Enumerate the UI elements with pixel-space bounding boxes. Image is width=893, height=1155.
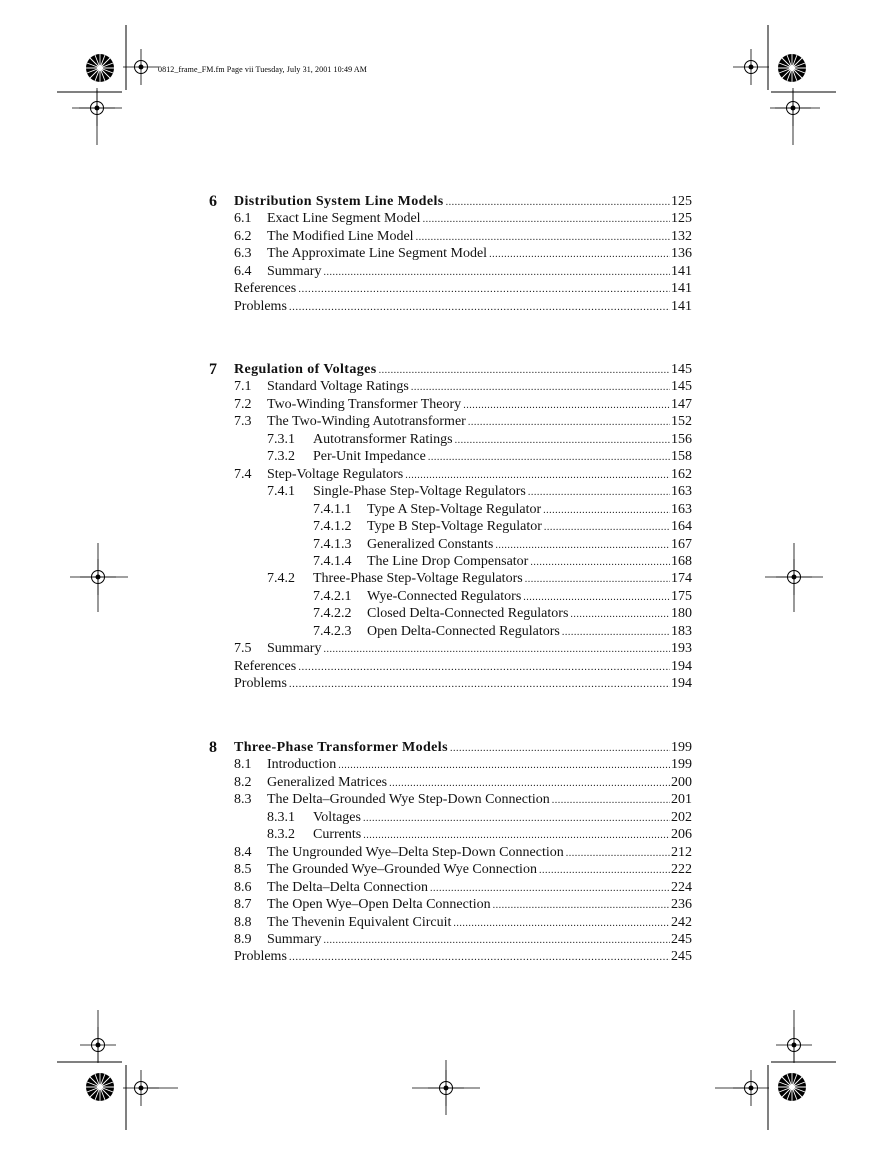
page-number: 141 bbox=[671, 298, 692, 314]
section-title: The Open Wye–Open Delta Connection bbox=[267, 897, 491, 913]
toc-entry-8.8[interactable] bbox=[234, 914, 692, 932]
page-number: 163 bbox=[671, 484, 692, 500]
page-number: 245 bbox=[671, 949, 692, 965]
section-number: 8.9 bbox=[234, 931, 252, 947]
section-number: 7.4.2.1 bbox=[313, 588, 352, 604]
chapter-number: 7 bbox=[209, 361, 217, 378]
section-title: Standard Voltage Ratings bbox=[267, 379, 409, 395]
page-number: 202 bbox=[671, 809, 692, 825]
toc-entry-7.1[interactable] bbox=[234, 378, 692, 396]
section-number: 8.2 bbox=[234, 774, 252, 790]
section-title: Two-Winding Transformer Theory bbox=[267, 396, 462, 412]
section-number: 7.1 bbox=[234, 379, 252, 395]
section-number: 7.4.1.4 bbox=[313, 553, 352, 569]
toc-entry-8.9[interactable] bbox=[234, 931, 692, 949]
dot-leader bbox=[298, 658, 670, 676]
dot-leader bbox=[363, 810, 670, 828]
toc-references[interactable] bbox=[234, 658, 692, 676]
section-number: 8.3 bbox=[234, 792, 252, 808]
section-number: 7.3.1 bbox=[267, 431, 295, 447]
dot-leader bbox=[453, 915, 670, 933]
page-number: 193 bbox=[671, 641, 692, 657]
page-number: 242 bbox=[671, 914, 692, 930]
section-number: 7.3 bbox=[234, 414, 252, 430]
dot-leader bbox=[323, 932, 670, 950]
page-number: 163 bbox=[671, 501, 692, 517]
chapter-title: Distribution System Line Models bbox=[234, 194, 444, 209]
dot-leader bbox=[528, 484, 670, 502]
dot-leader bbox=[289, 298, 670, 316]
section-title: Introduction bbox=[267, 757, 337, 773]
dot-leader bbox=[450, 740, 670, 758]
section-number: 7.4.1.1 bbox=[313, 501, 352, 517]
chapter-title: Regulation of Voltages bbox=[234, 362, 377, 377]
page-number: 201 bbox=[671, 792, 692, 808]
section-title: The Two-Winding Autotransformer bbox=[267, 414, 466, 430]
section-number: 8.1 bbox=[234, 757, 252, 773]
dot-leader bbox=[323, 264, 670, 282]
page-number: 236 bbox=[671, 897, 692, 913]
section-title: Open Delta-Connected Regulators bbox=[367, 623, 560, 639]
dot-leader bbox=[416, 229, 670, 247]
page-number: 162 bbox=[671, 466, 692, 482]
dot-leader bbox=[552, 792, 670, 810]
page-number: 174 bbox=[671, 571, 692, 587]
section-number: 8.7 bbox=[234, 897, 252, 913]
toc-problems[interactable] bbox=[234, 675, 692, 693]
section-title: Problems bbox=[234, 298, 287, 314]
page-number: 200 bbox=[671, 774, 692, 790]
page-number: 156 bbox=[671, 431, 692, 447]
toc-entry-8.4[interactable] bbox=[234, 844, 692, 862]
dot-leader bbox=[544, 519, 670, 537]
section-number: 8.4 bbox=[234, 844, 252, 860]
dot-leader bbox=[298, 280, 670, 298]
page-number: 183 bbox=[671, 623, 692, 639]
page-number: 175 bbox=[671, 588, 692, 604]
dot-leader bbox=[289, 948, 670, 966]
section-number: 7.4 bbox=[234, 466, 252, 482]
dot-leader bbox=[493, 897, 670, 915]
dot-leader bbox=[455, 432, 670, 450]
dot-leader bbox=[463, 397, 670, 415]
toc-entry-7.3.2[interactable] bbox=[267, 448, 692, 466]
section-number: 7.4.2 bbox=[267, 571, 295, 587]
page-number: 145 bbox=[671, 362, 692, 377]
toc-problems[interactable] bbox=[234, 948, 692, 966]
section-number: 6.3 bbox=[234, 246, 252, 262]
section-title: Per-Unit Impedance bbox=[313, 449, 426, 465]
dot-leader bbox=[379, 362, 670, 380]
section-title: Type A Step-Voltage Regulator bbox=[367, 501, 542, 517]
toc-entry-8.3[interactable] bbox=[234, 791, 692, 809]
page-number: 125 bbox=[671, 211, 692, 227]
section-number: 7.4.1.2 bbox=[313, 519, 352, 535]
toc-entry-8.6[interactable] bbox=[234, 879, 692, 897]
toc-entry-7.4.1.3[interactable] bbox=[313, 536, 692, 554]
dot-leader bbox=[570, 606, 670, 624]
toc-entry-7.4.1.4[interactable] bbox=[313, 553, 692, 571]
page-number: 212 bbox=[671, 844, 692, 860]
page-number: 145 bbox=[671, 379, 692, 395]
section-title: References bbox=[234, 658, 297, 674]
frame-header-slug: 0812_frame_FM.fm Page vii Tuesday, July 31, 2001 10:49 AM bbox=[158, 65, 367, 74]
toc-entry-7.4.2[interactable] bbox=[267, 570, 692, 588]
section-number: 8.8 bbox=[234, 914, 252, 930]
section-title: The Delta–Delta Connection bbox=[267, 879, 428, 895]
section-title: Autotransformer Ratings bbox=[313, 431, 453, 447]
toc-entry-7.3[interactable] bbox=[234, 413, 692, 431]
section-number: 6.1 bbox=[234, 211, 252, 227]
dot-leader bbox=[566, 845, 670, 863]
section-title: Closed Delta-Connected Regulators bbox=[367, 606, 569, 622]
section-number: 6.4 bbox=[234, 263, 252, 279]
dot-leader bbox=[543, 502, 670, 520]
section-number: 7.2 bbox=[234, 396, 252, 412]
dot-leader bbox=[562, 624, 670, 642]
dot-leader bbox=[289, 675, 670, 693]
toc-entry-8.5[interactable] bbox=[234, 861, 692, 879]
dot-leader bbox=[389, 775, 670, 793]
dot-leader bbox=[539, 862, 670, 880]
toc-entry-8.2[interactable] bbox=[234, 774, 692, 792]
toc-entry-7.5[interactable] bbox=[234, 640, 692, 658]
toc-entry-7.4.1[interactable] bbox=[267, 483, 692, 501]
chapter-6-heading[interactable] bbox=[209, 193, 692, 211]
dot-leader bbox=[468, 414, 670, 432]
page-number: 164 bbox=[671, 519, 692, 535]
section-title: Step-Voltage Regulators bbox=[267, 466, 404, 482]
section-title: The Delta–Grounded Wye Step-Down Connection bbox=[267, 792, 550, 808]
section-title: Single-Phase Step-Voltage Regulators bbox=[313, 484, 526, 500]
toc-entry-7.4.1.2[interactable] bbox=[313, 518, 692, 536]
section-number: 6.2 bbox=[234, 228, 252, 244]
section-title: The Thevenin Equivalent Circuit bbox=[267, 914, 452, 930]
section-title: The Modified Line Model bbox=[267, 228, 414, 244]
dot-leader bbox=[530, 554, 670, 572]
chapter-title: Three-Phase Transformer Models bbox=[234, 740, 448, 755]
toc-entry-8.3.2[interactable] bbox=[267, 826, 692, 844]
toc-entry-6.1[interactable] bbox=[234, 210, 692, 228]
page-number: 194 bbox=[671, 658, 692, 674]
section-title: Three-Phase Step-Voltage Regulators bbox=[313, 571, 523, 587]
dot-leader bbox=[430, 880, 670, 898]
section-title: Wye-Connected Regulators bbox=[367, 588, 522, 604]
page-number: 245 bbox=[671, 931, 692, 947]
section-number: 8.6 bbox=[234, 879, 252, 895]
section-number: 7.4.2.3 bbox=[313, 623, 352, 639]
page-number: 206 bbox=[671, 827, 692, 843]
page-number: 194 bbox=[671, 676, 692, 692]
page-number: 125 bbox=[671, 194, 692, 209]
section-title: Summary bbox=[267, 641, 322, 657]
section-title: Type B Step-Voltage Regulator bbox=[367, 519, 542, 535]
dot-leader bbox=[338, 757, 670, 775]
dot-leader bbox=[363, 827, 670, 845]
section-number: 8.5 bbox=[234, 862, 252, 878]
dot-leader bbox=[495, 537, 670, 555]
toc-entry-7.4.2.3[interactable] bbox=[313, 623, 692, 641]
section-title: The Approximate Line Segment Model bbox=[267, 246, 488, 262]
chapter-number: 8 bbox=[209, 739, 217, 756]
page-number: 136 bbox=[671, 246, 692, 262]
toc-entry-6.2[interactable] bbox=[234, 228, 692, 246]
section-title: Currents bbox=[313, 827, 362, 843]
chapter-number: 6 bbox=[209, 193, 217, 210]
section-title: Generalized Constants bbox=[367, 536, 494, 552]
section-title: Generalized Matrices bbox=[267, 774, 388, 790]
page-number: 180 bbox=[671, 606, 692, 622]
toc-entry-7.4.1.1[interactable] bbox=[313, 501, 692, 519]
page-number: 222 bbox=[671, 862, 692, 878]
chapter-7-heading[interactable] bbox=[209, 361, 692, 379]
page-number: 132 bbox=[671, 228, 692, 244]
section-title: The Line Drop Compensator bbox=[367, 553, 529, 569]
section-title: The Grounded Wye–Grounded Wye Connection bbox=[267, 862, 537, 878]
page-number: 147 bbox=[671, 396, 692, 412]
section-number: 7.4.2.2 bbox=[313, 606, 352, 622]
page-number: 141 bbox=[671, 281, 692, 297]
chapter-8-heading[interactable] bbox=[209, 739, 692, 757]
dot-leader bbox=[428, 449, 670, 467]
toc-entry-6.3[interactable] bbox=[234, 245, 692, 263]
toc-entry-7.4.2.2[interactable] bbox=[313, 605, 692, 623]
toc-entry-8.1[interactable] bbox=[234, 756, 692, 774]
page-number: 224 bbox=[671, 879, 692, 895]
toc-entry-7.3.1[interactable] bbox=[267, 431, 692, 449]
page-number: 199 bbox=[671, 740, 692, 755]
toc-problems[interactable] bbox=[234, 298, 692, 316]
section-number: 8.3.1 bbox=[267, 809, 295, 825]
section-number: 7.4.1 bbox=[267, 484, 295, 500]
toc-entry-8.3.1[interactable] bbox=[267, 809, 692, 827]
section-number: 8.3.2 bbox=[267, 827, 295, 843]
dot-leader bbox=[489, 246, 670, 264]
toc-entry-6.4[interactable] bbox=[234, 263, 692, 281]
toc-entry-7.2[interactable] bbox=[234, 396, 692, 414]
toc-references[interactable] bbox=[234, 280, 692, 298]
section-title: Summary bbox=[267, 263, 322, 279]
dot-leader bbox=[523, 589, 670, 607]
dot-leader bbox=[405, 467, 670, 485]
section-title: References bbox=[234, 281, 297, 297]
section-title: Summary bbox=[267, 931, 322, 947]
section-number: 7.4.1.3 bbox=[313, 536, 352, 552]
section-title: Problems bbox=[234, 949, 287, 965]
toc-entry-7.4.2.1[interactable] bbox=[313, 588, 692, 606]
section-title: Problems bbox=[234, 676, 287, 692]
dot-leader bbox=[525, 571, 670, 589]
dot-leader bbox=[411, 379, 670, 397]
page-number: 199 bbox=[671, 757, 692, 773]
page-number: 168 bbox=[671, 553, 692, 569]
dot-leader bbox=[423, 211, 670, 229]
toc-entry-8.7[interactable] bbox=[234, 896, 692, 914]
section-title: The Ungrounded Wye–Delta Step-Down Connection bbox=[267, 844, 564, 860]
section-number: 7.5 bbox=[234, 641, 252, 657]
section-number: 7.3.2 bbox=[267, 449, 295, 465]
section-title: Exact Line Segment Model bbox=[267, 211, 421, 227]
section-title: Voltages bbox=[313, 809, 361, 825]
page-number: 158 bbox=[671, 449, 692, 465]
page-number: 141 bbox=[671, 263, 692, 279]
page-number: 152 bbox=[671, 414, 692, 430]
dot-leader bbox=[323, 641, 670, 659]
toc-entry-7.4[interactable] bbox=[234, 466, 692, 484]
dot-leader bbox=[446, 194, 670, 212]
page-number: 167 bbox=[671, 536, 692, 552]
